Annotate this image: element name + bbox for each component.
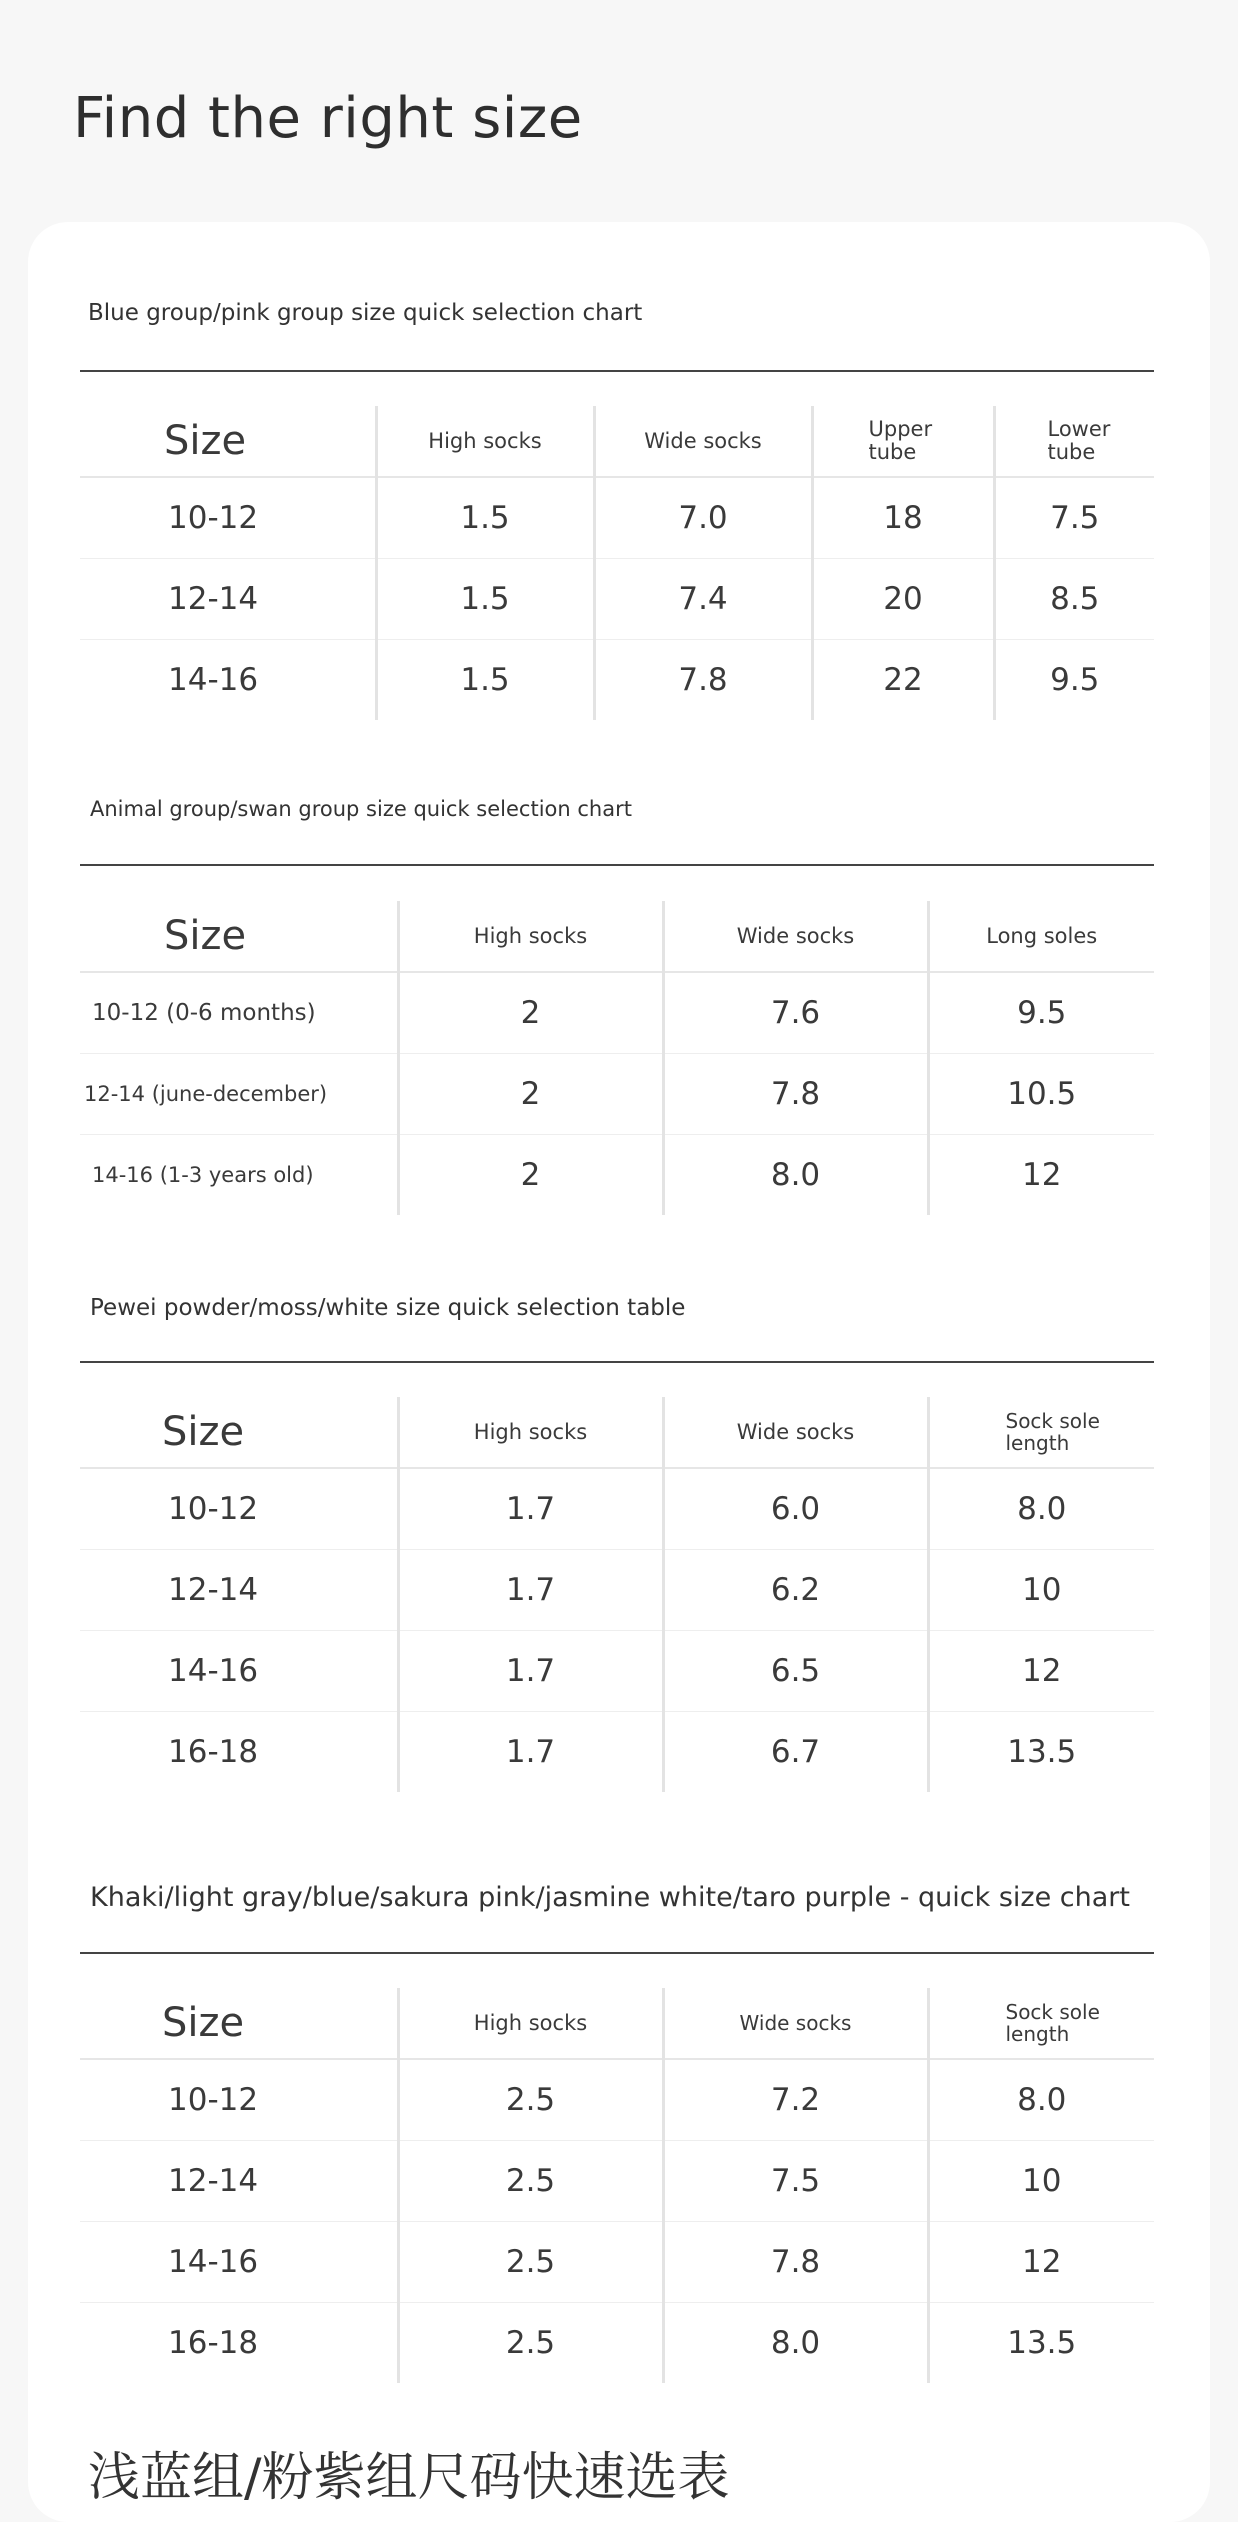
table-cell: 10-12 [80,2059,398,2141]
size-table [80,901,1154,1215]
header-cell: Sock sole length [928,1397,1154,1468]
table-cell: 6.7 [663,1712,928,1793]
header-cell: Wide socks [594,406,812,477]
table-cell: 2 [398,972,663,1054]
header-cell: Wide socks [663,901,928,972]
table-cell: 10.5 [928,1054,1154,1135]
table-header-row [80,1988,1154,2059]
header-cell: Sock sole length [928,1988,1154,2059]
table-cell: 14-16 (1-3 years old) [92,1163,314,1187]
table-row [80,2141,1154,2222]
header-cell: Size [80,1988,398,2059]
table-header-row [80,406,1154,477]
table-cell: 22 [812,640,994,721]
header-cell: High socks [376,406,594,477]
table-cell: 2 [398,1135,663,1216]
header-cell: Size [80,1397,398,1468]
table-cell: 2.5 [398,2059,663,2141]
table-row [80,477,1154,559]
table-cell: 8.0 [928,2059,1154,2141]
size-table [80,406,1154,720]
table-cell: 7.6 [663,972,928,1054]
section-title: Khaki/light gray/blue/sakura pink/jasmine white/taro purple - quick size chart [90,1882,1130,1913]
header-cell: Lower tube [994,406,1154,477]
table-cell: 9.5 [928,972,1154,1054]
section-divider [80,370,1154,372]
table-cell: 7.0 [594,477,812,559]
table-cell: 7.8 [594,640,812,721]
table-cell: 20 [812,559,994,640]
section-divider [80,1361,1154,1363]
table-cell: 1.7 [398,1631,663,1712]
table-cell: 7.8 [663,1054,928,1135]
table-cell: 16-18 [168,1734,259,1770]
table-cell: 8.0 [928,1468,1154,1550]
table-cell: 13.5 [928,1712,1154,1793]
table-cell: 2.5 [398,2303,663,2384]
table-row [80,2222,1154,2303]
cropped-footer-heading [88,2448,730,2475]
table-cell: 10 [928,1550,1154,1631]
table-cell: 8.5 [994,559,1154,640]
section-divider [80,1952,1154,1954]
section-title: Pewei powder/moss/white size quick selection table [90,1295,686,1321]
table-cell: 12-14 [80,1550,398,1631]
header-cell: Size [80,901,398,972]
table-cell: 10-12 [80,477,376,559]
section-title: Animal group/swan group size quick selection chart [90,797,632,821]
table-cell: 1.7 [398,1550,663,1631]
table-cell: 1.5 [376,559,594,640]
table-cell: 10-12 (0-6 months) [80,972,398,1054]
table-cell: 1.5 [376,640,594,721]
table-row [80,1054,1154,1135]
table-cell: 13.5 [928,2303,1154,2384]
table-cell: 2.5 [398,2222,663,2303]
table-row [80,640,1154,721]
table-cell: 6.2 [663,1550,928,1631]
table-cell: 1.7 [398,1712,663,1793]
table-cell: 12 [928,1631,1154,1712]
table-cell: 6.0 [663,1468,928,1550]
table-header-row [80,901,1154,972]
table-cell: 6.5 [663,1631,928,1712]
header-cell: Wide socks [663,1988,928,2059]
table-cell: 14-16 [80,2222,398,2303]
table-cell: 12-14 [80,2141,398,2222]
table-row [80,559,1154,640]
size-table [80,1988,1154,2383]
table-cell: 7.5 [994,477,1154,559]
table-cell: 10-12 [80,1468,398,1550]
section-divider [80,864,1154,866]
table-row [80,2059,1154,2141]
table-row [80,1631,1154,1712]
page-title: Find the right size [73,86,583,151]
header-cell: Size [80,406,376,477]
table-row [80,1712,1154,1793]
table-cell: 9.5 [994,640,1154,721]
table-cell: 8.0 [663,1135,928,1216]
header-cell: High socks [398,1988,663,2059]
table-cell: 7.4 [594,559,812,640]
table-cell: 1.7 [398,1468,663,1550]
table-cell: 7.5 [663,2141,928,2222]
table-cell: 2.5 [398,2141,663,2222]
table-cell: 1.5 [376,477,594,559]
table-cell: 8.0 [663,2303,928,2384]
section-title: Blue group/pink group size quick selection chart [88,300,643,326]
table-cell: 14-16 [80,1631,398,1712]
header-cell: High socks [398,1397,663,1468]
table-cell: 12 [928,2222,1154,2303]
table-cell: 2 [398,1054,663,1135]
table-cell: 12-14 [80,559,376,640]
table-cell: 16-18 [168,2325,259,2361]
table-row [80,1135,1154,1216]
table-row [80,1550,1154,1631]
table-cell: 12 [928,1135,1154,1216]
table-cell: 12-14 (june-december) [80,1054,398,1135]
table-row [80,2303,1154,2384]
table-header-row [80,1397,1154,1468]
table-cell: 18 [812,477,994,559]
table-cell: 7.8 [663,2222,928,2303]
table-cell: 10 [928,2141,1154,2222]
header-cell: Upper tube [812,406,994,477]
table-row [80,1468,1154,1550]
table-row [80,972,1154,1054]
table-cell: 7.2 [663,2059,928,2141]
header-cell: Long soles [928,901,1154,972]
size-table [80,1397,1154,1792]
header-cell: High socks [398,901,663,972]
table-cell: 14-16 [168,662,259,698]
header-cell: Wide socks [663,1397,928,1468]
